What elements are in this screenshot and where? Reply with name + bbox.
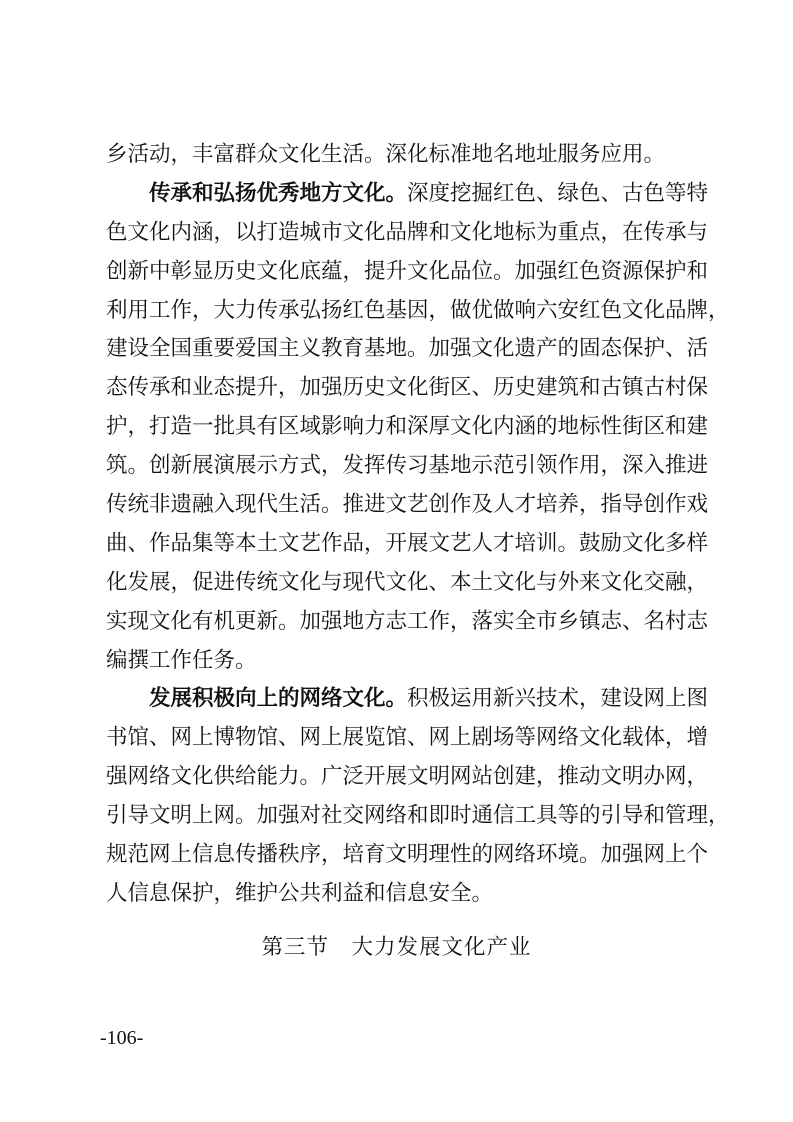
text-line: 实现文化有机更新。加强地方志工作，落实全市乡镇志、名村志 <box>106 608 709 634</box>
text-line: 引导文明上网。加强对社交网络和即时通信工具等的引导和管理， <box>106 803 730 829</box>
text-line: 乡活动，丰富群众文化生活。深化标准地名地址服务应用。 <box>106 142 666 167</box>
paragraph-continuation <box>106 136 691 175</box>
text-line: 编撰工作任务。 <box>106 647 257 673</box>
text-run: 积极运用新兴技术，建设网上图 <box>407 686 709 712</box>
text-line: 化发展，促进传统文化与现代文化、本土文化与外来文化交融， <box>106 569 709 595</box>
text-line: 书馆、网上博物馆、网上展览馆、网上剧场等网络文化载体，增 <box>106 725 709 751</box>
text-line: 传统非遗融入现代生活。推进文艺创作及人才培养，指导创作戏 <box>106 492 709 518</box>
text-line: 创新中彰显历史文化底蕴，提升文化品位。加强红色资源保护和 <box>106 258 709 284</box>
paragraph-heading: 传承和弘扬优秀地方文化。 <box>149 180 408 206</box>
section-title: 第三节 大力发展文化产业 <box>261 935 532 960</box>
page-number: -106- <box>100 1027 144 1049</box>
text-line: 态传承和业态提升，加强历史文化街区、历史建筑和古镇古村保 <box>106 375 709 401</box>
text-line <box>106 680 709 719</box>
text-run: 深度挖掘红色、绿色、古色等特 <box>407 180 709 206</box>
text-line: 筑。创新展演展示方式，发挥传习基地示范引领作用，深入推进 <box>106 453 709 479</box>
text-line: 护，打造一批具有区域影响力和深厚文化内涵的地标性街区和建 <box>106 414 709 440</box>
text-line: 曲、作品集等本土文艺作品，开展文艺人才培训。鼓励文化多样 <box>106 530 709 556</box>
text-line <box>106 175 709 214</box>
text-line: 色文化内涵，以打造城市文化品牌和文化地标为重点，在传承与 <box>106 219 709 245</box>
body-text <box>106 136 730 914</box>
paragraph-culture-heritage <box>106 175 730 681</box>
paragraph-heading: 发展积极向上的网络文化。 <box>149 686 408 712</box>
text-line: 人信息保护，维护公共利益和信息安全。 <box>106 880 494 906</box>
text-line: 规范网上信息传播秩序，培育文明理性的网络环境。加强网上个 <box>106 842 709 868</box>
paragraph-network-culture <box>106 680 730 913</box>
text-line: 利用工作，大力传承弘扬红色基因，做优做响六安红色文化品牌， <box>106 297 730 323</box>
text-line: 建设全国重要爱国主义教育基地。加强文化遗产的固态保护、活 <box>106 336 709 362</box>
text-line: 强网络文化供给能力。广泛开展文明网站创建，推动文明办网， <box>106 764 709 790</box>
